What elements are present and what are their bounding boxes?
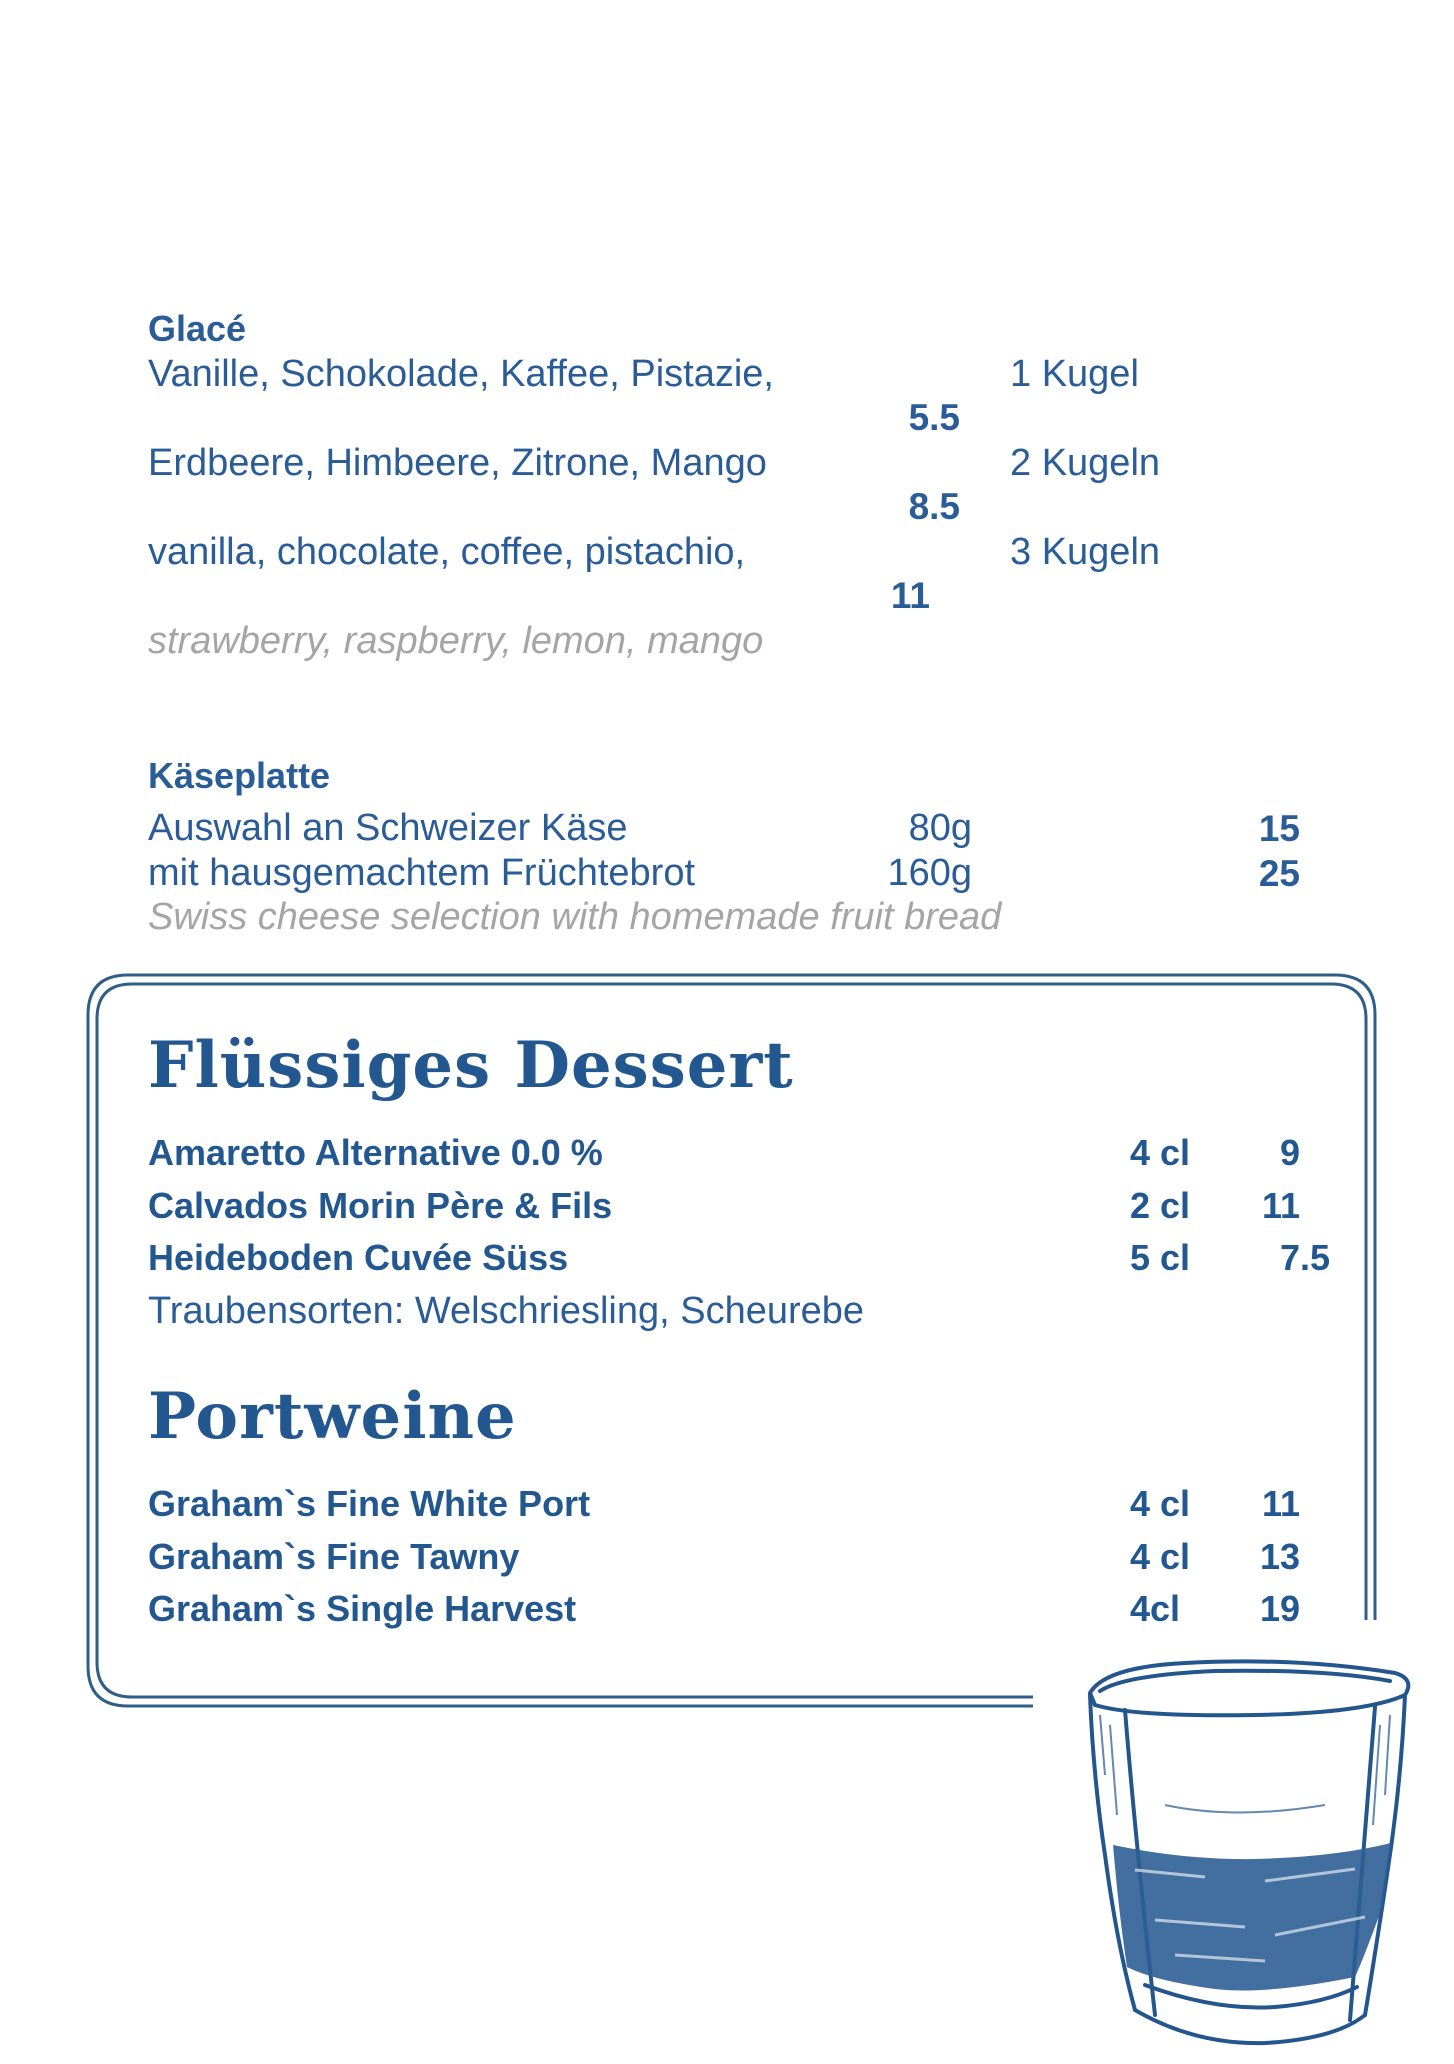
dessert-item-3-name: Heideboden Cuvée Süss	[148, 1237, 569, 1278]
dessert-item-1-price: 9	[1279, 1132, 1300, 1173]
kaese-weight-2: 160g	[887, 852, 972, 894]
port-item-1-name: Graham`s Fine White Port	[148, 1483, 591, 1524]
kaese-price-1: 15	[1258, 808, 1300, 849]
dessert-item-1-size: 4 cl	[1130, 1132, 1191, 1173]
kaese-line-en: Swiss cheese selection with homemade fruit bread	[148, 896, 1002, 938]
port-item-2-name: Graham`s Fine Tawny	[148, 1536, 520, 1577]
dessert-item-3-size: 5 cl	[1130, 1237, 1191, 1278]
dessert-note: Traubensorten: Welschriesling, Scheurebe	[148, 1290, 865, 1332]
dessert-item-3-price: 7.5	[1279, 1237, 1330, 1278]
dessert-item-2-size: 2 cl	[1130, 1185, 1191, 1226]
dessert-item-1-name: Amaretto Alternative 0.0 %	[148, 1132, 603, 1173]
dessert-item-2-price: 11	[1261, 1185, 1300, 1226]
glace-option-3-label: 3 Kugeln	[1010, 531, 1161, 573]
glace-option-2-label: 2 Kugeln	[1010, 442, 1161, 484]
kaese-line-2: mit hausgemachtem Früchtebrot	[148, 852, 696, 894]
port-title: Portweine	[148, 1379, 517, 1454]
dessert-item-2-name: Calvados Morin Père & Fils	[148, 1185, 613, 1226]
glace-option-3-price: 11	[890, 575, 930, 616]
whisky-glass-icon	[1065, 1655, 1435, 2055]
dessert-title: Flüssiges Dessert	[148, 1028, 794, 1103]
port-item-2-size: 4 cl	[1130, 1536, 1191, 1577]
glace-line-en-2: strawberry, raspberry, lemon, mango	[148, 620, 764, 662]
port-item-2-price: 13	[1259, 1536, 1300, 1577]
kaese-weight-1: 80g	[908, 807, 972, 849]
glace-line-en-1: vanilla, chocolate, coffee, pistachio,	[148, 531, 746, 573]
glace-line-de-1: Vanille, Schokolade, Kaffee, Pistazie,	[148, 353, 774, 395]
port-item-3-price: 19	[1259, 1588, 1300, 1629]
kaese-title: Käseplatte	[148, 755, 331, 796]
glace-option-1-label: 1 Kugel	[1010, 353, 1139, 395]
port-item-3-size: 4cl	[1130, 1588, 1181, 1629]
glace-title: Glacé	[148, 308, 247, 349]
port-item-3-name: Graham`s Single Harvest	[148, 1588, 577, 1629]
glace-option-2-price: 8.5	[908, 486, 960, 527]
glace-line-de-2: Erdbeere, Himbeere, Zitrone, Mango	[148, 442, 767, 484]
kaese-price-2: 25	[1258, 853, 1300, 894]
port-item-1-price: 11	[1261, 1483, 1300, 1524]
kaese-line-1: Auswahl an Schweizer Käse	[148, 807, 628, 849]
port-item-1-size: 4 cl	[1130, 1483, 1191, 1524]
glace-option-1-price: 5.5	[908, 397, 960, 438]
